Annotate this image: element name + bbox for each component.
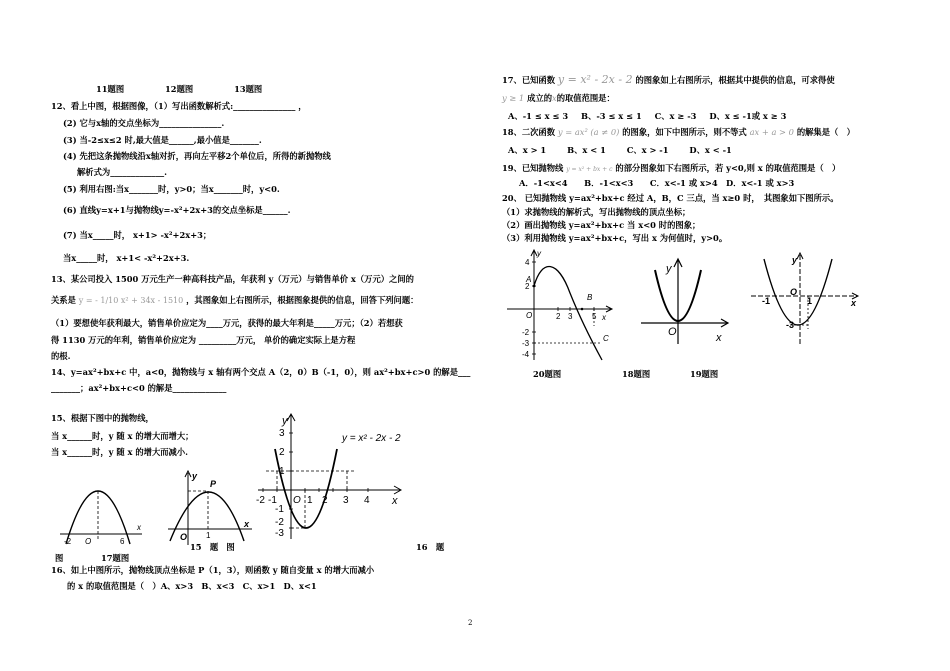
figure-18 bbox=[638, 256, 733, 351]
figure-caption-row bbox=[96, 84, 262, 95]
f19-label-m1: -1 bbox=[762, 296, 771, 306]
f16-tick-m2: -2 bbox=[256, 495, 265, 506]
q17-option-c[interactable]: C、x ≥ -3 bbox=[654, 111, 697, 121]
f18-label-y: y bbox=[666, 263, 672, 275]
f17-label-m2: -2 bbox=[64, 537, 72, 546]
q15-line-2: 当 x______时，y 随 x 的增大而增大； bbox=[51, 431, 194, 441]
caption-15: 15 题 图 bbox=[190, 542, 235, 552]
q18-ineq: ax + a > 0 bbox=[749, 127, 794, 137]
f16-label-m3: -3 bbox=[275, 528, 284, 539]
q15-line-3: 当 x______时，y 随 x 的增大而减小. bbox=[51, 447, 189, 457]
q19-line-1 bbox=[502, 163, 840, 175]
q18-formula: y = ax² (a ≠ 0) bbox=[557, 127, 620, 137]
q17-x: x bbox=[552, 93, 557, 103]
f20-label-c: C bbox=[603, 334, 609, 343]
q14-line-1: 14、y=ax²+bx+c 中，a<0，抛物线与 x 轴有两个交点 A（2，0）B（-1，0），则 ax²+bx+c>0 的解是___ bbox=[51, 367, 471, 377]
f19-parabola bbox=[764, 259, 832, 325]
q13-line-2-post: ，其图象如上右图所示，根据图象提供的信息，回答下列问题： bbox=[186, 295, 419, 305]
f16-label-eq: y = x² - 2x - 2 bbox=[342, 433, 401, 444]
caption-17-b: 17题图 bbox=[101, 553, 130, 563]
q17-option-a[interactable]: A、-1 ≤ x ≤ 3 bbox=[508, 111, 569, 121]
q12-line-3: (3) 当-2≤x≤2 时,最大值是______,最小值是_______. bbox=[63, 135, 262, 145]
q17-line-2-post: 成立的 bbox=[527, 93, 552, 103]
f20-point-a bbox=[533, 285, 536, 288]
caption-12: 12题图 bbox=[165, 84, 194, 94]
f19-label-o: O bbox=[790, 287, 798, 297]
f20-label-y: y bbox=[537, 249, 541, 258]
q12-line-2: (2) 它与x轴的交点坐标为_______________. bbox=[63, 118, 225, 128]
caption-20: 20题图 bbox=[533, 369, 562, 379]
f20-label-m4: -4 bbox=[522, 350, 530, 359]
q17-line-2-end: 的取值范围是： bbox=[556, 93, 615, 103]
q17-line-1-post: 的图象如上右图所示，根据其中提供的信息，可求得使 bbox=[635, 75, 835, 85]
f16-parabola bbox=[275, 449, 337, 528]
q12-line-9: 当x_____时， x+1< -x²+2x+3. bbox=[63, 253, 190, 263]
q18-option-a[interactable]: A、x > 1 bbox=[508, 145, 547, 155]
f20-tick-5: 5 bbox=[592, 312, 597, 321]
q13-line-3: （1）要想使年获利最大，销售单价应定为____万元，获得的最大年利是_____万元；（2）若想获 bbox=[51, 318, 403, 328]
q18-option-b[interactable]: B、x < 1 bbox=[567, 145, 606, 155]
f16-label-m1: -1 bbox=[275, 504, 284, 515]
f18-label-o: O bbox=[668, 326, 677, 338]
f15-label-o: O bbox=[180, 532, 188, 542]
figure-15 bbox=[164, 467, 254, 547]
f15-label-x: x bbox=[244, 519, 250, 529]
f16-label-1: 1 bbox=[279, 466, 285, 477]
q16-line-2: 的 x 的取值范围是（ ）A、x>3 B、x<3 C、x>1 D、x<1 bbox=[67, 581, 317, 591]
caption-16: 16 题 bbox=[416, 542, 445, 552]
f16-tick-4: 4 bbox=[364, 495, 370, 506]
q13-line-2-pre: 关系是 bbox=[51, 295, 76, 305]
q12-line-8: (7) 当x_____时， x+1> -x²+2x+3； bbox=[63, 230, 212, 240]
q20-line-3: （2）画出抛物线 y=ax²+bx+c 当 x<0 时的图象； bbox=[502, 220, 701, 230]
f20-ticks bbox=[532, 262, 594, 354]
q17-line-1 bbox=[502, 74, 835, 86]
f20-point-b bbox=[581, 308, 584, 311]
f16-tick-m1: -1 bbox=[268, 495, 277, 506]
q17-cond: y ≥ 1 bbox=[502, 93, 525, 103]
q13-formula: y = - 1/10 x² + 34x - 1510 bbox=[78, 296, 184, 305]
f20-tick-2: 2 bbox=[556, 312, 561, 321]
q17-line-2 bbox=[502, 93, 615, 104]
f20-label-a: A bbox=[526, 275, 532, 284]
q12-line-6: (5) 利用右图:当x_______时，y>0；当x_______时，y<0. bbox=[63, 184, 280, 194]
f16-tick-3: 3 bbox=[343, 495, 349, 506]
f16-tick-o: O bbox=[293, 495, 301, 506]
caption-17-a: 图 bbox=[55, 553, 64, 563]
caption-11: 11题图 bbox=[96, 84, 125, 94]
f20-label-b: B bbox=[587, 293, 593, 302]
figure-16 bbox=[250, 411, 410, 541]
f19-label-y: y bbox=[792, 255, 798, 265]
q17-formula: y = x² - 2x - 2 bbox=[557, 73, 633, 86]
q20-line-4: （3）利用抛物线 y=ax²+bx+c，写出 x 为何值时，y>0。 bbox=[502, 233, 728, 243]
q18-options bbox=[508, 145, 732, 156]
f20-label-o: O bbox=[526, 311, 533, 320]
f20-label-m2: -2 bbox=[522, 328, 530, 337]
q13-line-2 bbox=[51, 295, 418, 306]
q18-line-1-mid: 的图象，如下中图所示，则不等式 bbox=[622, 127, 747, 137]
q18-option-d[interactable]: D、x < -1 bbox=[689, 145, 732, 155]
f18-label-x: x bbox=[716, 332, 722, 344]
q13-line-4: 得 1130 万元的年利，销售单价应定为 _________万元， 单价的确定实际上是方程 bbox=[51, 335, 356, 345]
q16-line-1: 16、如上中图所示，抛物线顶点坐标是 P（1，3），则函数 y 随自变量 x 的增大而减小 bbox=[51, 565, 375, 575]
f20-label-2: 2 bbox=[525, 282, 530, 291]
figure-17 bbox=[58, 468, 148, 548]
q18-line-1-pre: 18、二次函数 bbox=[502, 127, 556, 137]
f17-label-x: x bbox=[137, 523, 141, 532]
q12-line-5: 解析式为_____________. bbox=[77, 167, 168, 177]
q17-option-b[interactable]: B、-3 ≤ x ≤ 1 bbox=[581, 111, 642, 121]
q19-line-1-post: 的部分图象如下右图所示，若 y<0,则 x 的取值范围是（ ） bbox=[615, 163, 841, 173]
f17-label-6: 6 bbox=[120, 537, 125, 546]
q18-line-1-post: 的解集是（ ） bbox=[796, 127, 855, 137]
caption-19: 19题图 bbox=[690, 369, 719, 379]
f16-label-m2: -2 bbox=[275, 517, 284, 528]
f16-label-3: 3 bbox=[279, 428, 285, 439]
f16-label-y: y bbox=[282, 415, 288, 427]
f15-label-y: y bbox=[192, 471, 198, 481]
q20-line-2: （1）求抛物线的解析式，写出抛物线的顶点坐标； bbox=[502, 207, 691, 217]
f19-label-1: 1 bbox=[807, 296, 813, 306]
q19-line-1-pre: 19、已知抛物线 bbox=[502, 163, 564, 173]
f16-tick-2: 2 bbox=[322, 495, 328, 506]
q13-line-5: 的根. bbox=[51, 351, 71, 361]
caption-18: 18题图 bbox=[622, 369, 651, 379]
q17-line-1-pre: 17、已知函数 bbox=[502, 75, 556, 85]
f20-tick-3: 3 bbox=[568, 312, 573, 321]
q20-line-1: 20、 已知抛物线 y=ax²+bx+c 经过 A，B，C 三点，当 x≥0 时， 其图象如下图所示。 bbox=[502, 193, 839, 203]
f20-label-x: x bbox=[602, 313, 606, 322]
q17-options bbox=[508, 111, 786, 122]
q17-option-d[interactable]: D、x ≤ -1或 x ≥ 3 bbox=[709, 111, 787, 121]
f20-label-4: 4 bbox=[525, 258, 530, 267]
f15-label-1: 1 bbox=[206, 531, 211, 540]
q12-line-7: (6) 直线y=x+1与抛物线y=-x²+2x+3的交点坐标是______. bbox=[63, 205, 291, 215]
q18-option-c[interactable]: C、x > -1 bbox=[626, 145, 669, 155]
q12-line-4: (4) 先把这条抛物线沿x轴对折，再向左平移2个单位后，所得的新抛物线 bbox=[63, 151, 331, 161]
f19-label-m3: -3 bbox=[786, 320, 795, 330]
q14-line-2: _______；ax²+bx+c<0 的解是_____________ bbox=[51, 383, 227, 393]
f20-label-m3: -3 bbox=[522, 339, 530, 348]
q15-line-1: 15、根据下图中的抛物线， bbox=[51, 413, 154, 423]
q19-options: A．-1<x<4 B．-1<x<3 C．x<-1 或 x>4 D．x<-1 或 x>3 bbox=[519, 178, 795, 188]
caption-13: 13题图 bbox=[234, 84, 263, 94]
f17-label-o: O bbox=[85, 537, 92, 546]
f15-label-p: P bbox=[210, 479, 217, 489]
q18-line-1 bbox=[502, 127, 855, 138]
figure-19 bbox=[748, 251, 863, 346]
page-number: 2 bbox=[468, 619, 473, 627]
q13-line-1: 13、某公司投入 1500 万元生产一种高科技产品，年获利 y（万元）与销售单价 x（万元）之间的 bbox=[51, 274, 414, 284]
f16-tick-1: 1 bbox=[307, 495, 313, 506]
q12-line-1: 12、看上中图，根据图像，（1）写出函数解析式:_______________ ， bbox=[51, 101, 307, 111]
q19-formula: y = x² + bx + c bbox=[566, 166, 613, 173]
f19-label-x: x bbox=[851, 298, 857, 308]
f16-label-x: x bbox=[392, 495, 398, 507]
f16-label-2: 2 bbox=[279, 447, 285, 458]
figure-20 bbox=[502, 248, 617, 363]
